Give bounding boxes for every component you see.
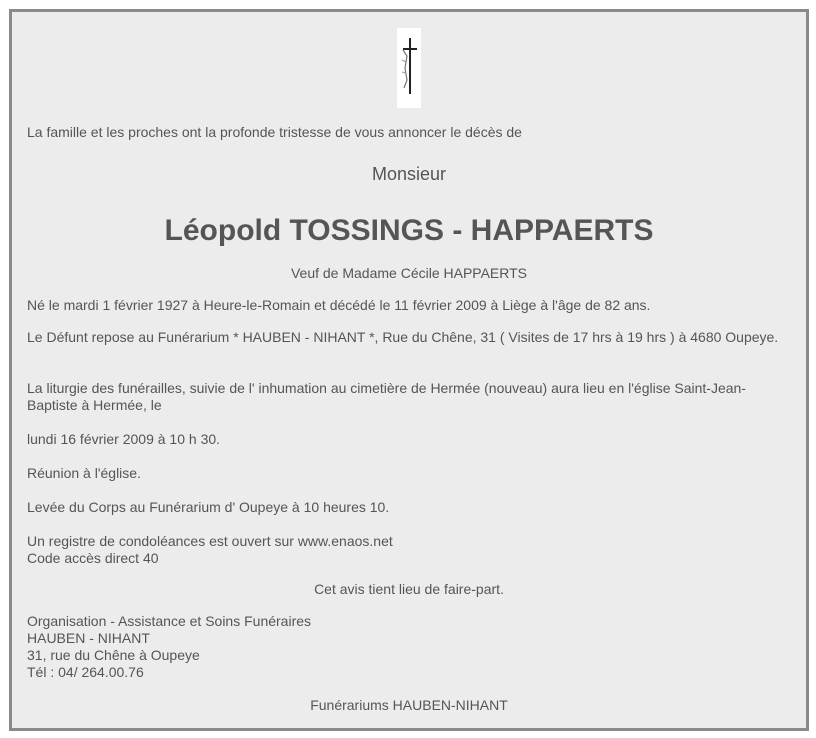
salutation: Monsieur	[371, 164, 447, 184]
registry-line-1: Un registre de condoléances est ouvert sur www.enaos.net	[27, 533, 393, 549]
org-line-4: Tél : 04/ 264.00.76	[27, 664, 144, 680]
levee-text: Levée du Corps au Funérarium d' Oupeye à 10 heures 10.	[27, 499, 390, 515]
footer-text: Funérariums HAUBEN-NIHANT	[310, 697, 508, 713]
liturgy-text: La liturgie des funérailles, suivie de l' inhumation au cimetière de Hermée (nouveau) aura lieu en l'église Saint-Jean-Baptiste à Hermée, le	[27, 380, 746, 413]
org-line-1: Organisation - Assistance et Soins Funéraires	[27, 613, 312, 629]
spouse-text: Veuf de Madame Cécile HAPPAERTS	[290, 265, 528, 281]
birth-death-text: Né le mardi 1 février 1927 à Heure-le-Romain et décédé le 11 février 2009 à Liège à l'âge de 82 ans.	[27, 297, 651, 313]
org-line-3: 31, rue du Chêne à Oupeye	[27, 647, 200, 663]
notice-text: Cet avis tient lieu de faire-part.	[314, 581, 504, 597]
obituary-card	[9, 9, 809, 731]
intro-text: La famille et les proches ont la profonde tristesse de vous annoncer le décès de	[27, 124, 522, 140]
repose-text: Le Défunt repose au Funérarium * HAUBEN - NIHANT *, Rue du Chêne, 31 ( Visites de 17 hrs à 19 hrs ) à 4680 Oupeye.	[27, 329, 779, 345]
cross-emblem-icon	[397, 28, 421, 108]
ceremony-date: lundi 16 février 2009 à 10 h 30.	[27, 431, 221, 447]
registry-line-2: Code accès direct 40	[27, 550, 159, 566]
reunion-text: Réunion à l'église.	[27, 465, 141, 481]
deceased-name: Léopold TOSSINGS - HAPPAERTS	[164, 214, 654, 247]
org-line-2: HAUBEN - NIHANT	[27, 630, 150, 646]
